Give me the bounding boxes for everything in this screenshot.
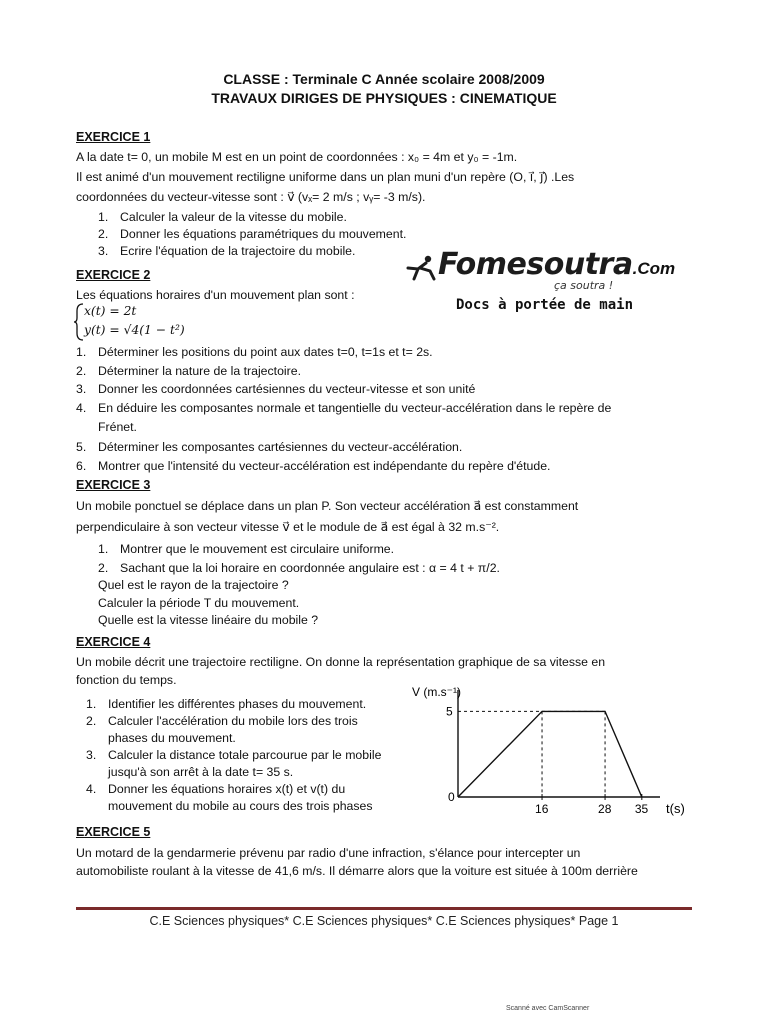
velocity-time-chart [400,676,700,826]
footer-divider [76,907,692,910]
exercise-2-intro: Les équations horaires d'un mouvement plan sont : [76,288,355,302]
list-item: 2. Déterminer la nature de la trajectoire. [76,364,301,378]
list-item: 2. Donner les équations paramétriques du mouvement. [98,227,407,241]
list-item: 1. Identifier les différentes phases du mouvement. [86,697,367,711]
list-item: 3. Donner les coordonnées cartésiennes du vecteur-vitesse et son unité [76,382,476,396]
header-class-year: CLASSE : Terminale C Année scolaire 2008/2009 [223,71,545,87]
list-item: Frénet. [98,420,137,434]
logo-suffix: .Com [632,259,676,278]
footer-text: C.E Sciences physiques* C.E Sciences physiques* C.E Sciences physiques* Page 1 [149,914,619,928]
list-item: 2. Calculer l'accélération du mobile lors des trois [86,714,358,728]
header-title: TRAVAUX DIRIGES DE PHYSIQUES : CINEMATIQUE [211,90,557,106]
equation-y: y(t) = √4(1 − t²) [84,323,185,337]
list-item: 4. Donner les équations horaires x(t) et v(t) du [86,782,346,796]
list-item: 1. Déterminer les positions du point aux dates t=0, t=1s et t= 2s. [76,345,433,359]
exercise-3-title: EXERCICE 3 [76,478,151,492]
x-tick-label: 35 [634,802,649,816]
logo-subtitle: ça soutra ! [554,279,614,292]
logo-name: Fomesoutra [438,247,633,282]
runner-icon [404,255,438,281]
list-item: 5. Déterminer les composantes cartésiennes du vecteur-accélération. [76,440,463,454]
list-item: 2. Sachant que la loi horaire en coordonnée angulaire est : α = 4 t + π/2. [98,561,500,575]
exercise-3-question: Quelle est la vitesse linéaire du mobile ? [98,613,319,627]
velocity-series-line [458,711,642,797]
list-item: 1. Calculer la valeur de la vitesse du mobile. [98,210,347,224]
exercise-3-question: Calculer la période T du mouvement. [98,596,300,610]
exercise-5-line: automobiliste roulant à la vitesse de 41,6 m/s. Il démarre alors que la voiture est située à 100m derrière [76,864,638,878]
exercise-5-title: EXERCICE 5 [76,825,151,839]
list-item: jusqu'à son arrêt à la date t= 35 s. [108,765,294,779]
scan-watermark: Scanné avec CamScanner [506,1005,590,1012]
origin-label: 0 [448,790,455,804]
list-item: 1. Montrer que le mouvement est circulaire uniforme. [98,542,395,556]
exercise-4-line: fonction du temps. [76,673,177,687]
list-item: 3. Ecrire l'équation de la trajectoire du mobile. [98,244,356,258]
x-axis-label: t(s) [666,801,685,816]
exercise-1-title: EXERCICE 1 [76,130,151,144]
exercise-4-line: Un mobile décrit une trajectoire rectiligne. On donne la représentation graphique de sa vitesse en [76,655,606,669]
exercise-5-line: Un motard de la gendarmerie prévenu par radio d'une infraction, s'élance pour intercepter un [76,846,581,860]
exercise-3-line: perpendiculaire à son vecteur vitesse v⃗ et le module de a⃗ est égal à 32 m.s⁻². [76,520,500,534]
list-item: phases du mouvement. [108,731,236,745]
exercise-1-line: coordonnées du vecteur-vitesse sont : v⃗ (vₓ= 2 m/s ; vᵧ= -3 m/s). [76,190,426,204]
y-axis-label: V (m.s⁻¹) [412,685,461,699]
y-tick-label: 5 [446,704,453,719]
x-tick-label: 28 [598,802,612,816]
exercise-2-title: EXERCICE 2 [76,268,151,282]
list-item: 3. Calculer la distance totale parcourue par le mobile [86,748,382,762]
list-item: 6. Montrer que l'intensité du vecteur-accélération est indépendante du repère d'étude. [76,459,551,473]
exercise-1-line: Il est animé d'un mouvement rectiligne uniforme dans un plan muni d'un repère (O, i⃗, j⃗) .Les [76,170,575,184]
exercise-3-question: Quel est le rayon de la trajectoire ? [98,578,289,592]
logo-tagline: Docs à portée de main [456,297,634,313]
x-tick-label: 16 [535,802,549,816]
list-item: 4. En déduire les composantes normale et tangentielle du vecteur-accélération dans le repère de [76,401,612,415]
exercise-1-line: A la date t= 0, un mobile M est en un point de coordonnées : x₀ = 4m et y₀ = -1m. [76,150,518,164]
fomesoutra-logo [404,249,694,319]
exercise-3-line: Un mobile ponctuel se déplace dans un plan P. Son vecteur accélération a⃗ est constamment [76,499,579,513]
exercise-4-title: EXERCICE 4 [76,635,151,649]
equation-x: x(t) = 2t [84,304,137,318]
list-item: mouvement du mobile au cours des trois phases [108,799,373,813]
